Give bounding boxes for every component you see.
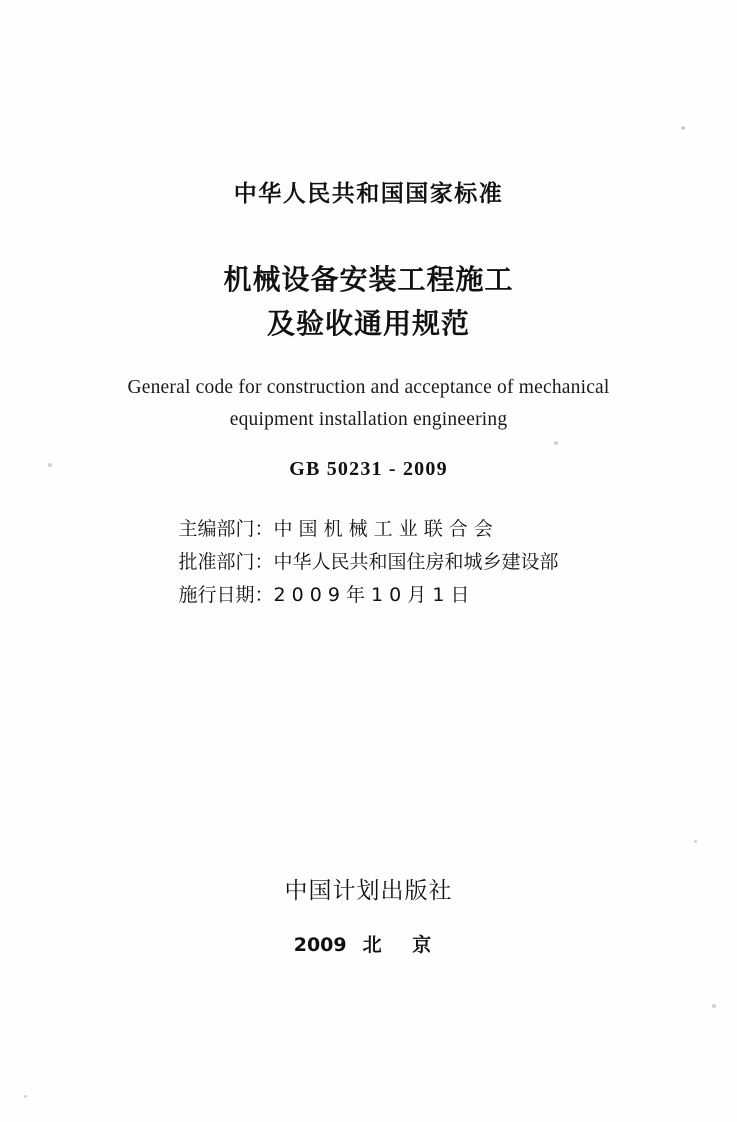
english-title xyxy=(0,372,737,436)
scan-speck xyxy=(712,1004,716,1008)
metadata-row-effective-date xyxy=(178,579,558,612)
document-title xyxy=(0,258,737,346)
metadata-value-effective-date: 2 0 0 9 年 1 0 月 1 日 xyxy=(273,584,470,606)
document-title-line-1: 机械设备安装工程施工 xyxy=(223,263,514,296)
english-title-line-2: equipment installation engineering xyxy=(229,409,508,430)
standard-code: GB 50231 - 2009 xyxy=(289,458,448,480)
publication-year-city xyxy=(0,930,737,957)
metadata-label-approval-department: 批准部门： xyxy=(178,551,274,573)
scan-speck xyxy=(694,840,697,843)
document-title-line-2: 及验收通用规范 xyxy=(266,307,470,340)
publisher-name: 中国计划出版社 xyxy=(284,878,453,904)
national-standard-header: 中华人民共和国国家标准 xyxy=(233,181,504,207)
metadata-row-approval-department xyxy=(178,546,558,579)
metadata-value-approval-department: 中华人民共和国住房和城乡建设部 xyxy=(273,551,559,573)
metadata-label-effective-date: 施行日期： xyxy=(178,584,274,606)
publication-city: 北 京 xyxy=(362,934,444,956)
metadata-block xyxy=(178,513,558,612)
publication-year: 2009 xyxy=(293,934,347,956)
metadata-label-chief-department: 主编部门： xyxy=(178,518,274,540)
metadata-value-chief-department: 中 国 机 械 工 业 联 合 会 xyxy=(273,518,493,540)
english-title-line-1: General code for construction and acceptance of mechanical xyxy=(127,377,610,398)
scan-speck xyxy=(24,1095,27,1098)
metadata-row-chief-department xyxy=(178,513,558,546)
